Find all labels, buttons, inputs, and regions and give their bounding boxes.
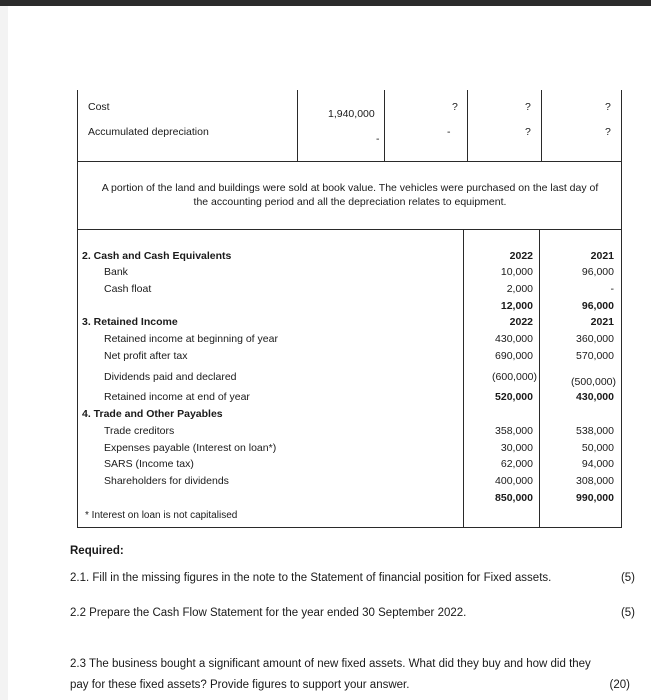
- value-2021: 360,000: [576, 333, 614, 345]
- fa-col-divider: [541, 90, 542, 162]
- fa-col-divider: [297, 90, 298, 162]
- question-marks: (20): [609, 679, 630, 691]
- required-heading: Required:: [70, 545, 124, 557]
- table-row: [77, 442, 622, 459]
- row-label: Dividends paid and declared: [104, 371, 237, 383]
- question-2-3-continued: [70, 679, 630, 691]
- note-heading: 2. Cash and Cash Equivalents: [82, 250, 232, 262]
- value-2022: 430,000: [495, 333, 533, 345]
- value-2021: -: [610, 283, 614, 295]
- value-2022: 358,000: [495, 425, 533, 437]
- footnote: * Interest on loan is not capitalised: [85, 510, 238, 521]
- question-text: 2.2 Prepare the Cash Flow Statement for the year ended 30 September 2022.: [70, 607, 467, 619]
- fa-dep-value: -: [447, 126, 451, 138]
- fa-dep-missing: ?: [605, 126, 611, 138]
- fa-cost-missing: ?: [605, 101, 611, 113]
- question-marks: (5): [620, 572, 635, 584]
- fa-row-label: Cost: [88, 101, 110, 113]
- total-2021: 430,000: [576, 391, 614, 403]
- fa-col-divider: [384, 90, 385, 162]
- total-2021: 96,000: [581, 300, 614, 312]
- note-heading: 4. Trade and Other Payables: [82, 408, 223, 420]
- table-row: [77, 492, 622, 509]
- question-2-1: [70, 572, 635, 584]
- table-row: [77, 371, 622, 388]
- value-2022: 2022: [509, 316, 533, 328]
- value-2021: 2021: [590, 316, 614, 328]
- total-2022: 520,000: [495, 391, 533, 403]
- note-border-right: [621, 162, 622, 230]
- table-row: [77, 250, 622, 267]
- note-border-bottom: [77, 229, 622, 230]
- value-2021: 2021: [590, 250, 614, 262]
- value-2022: (600,000): [492, 371, 537, 383]
- portion-note-line1: A portion of the land and buildings were sold at book value. The vehicles were purchased on the last day of: [101, 182, 599, 194]
- note-border-left: [77, 162, 78, 230]
- fa-dep-value: -: [376, 133, 380, 145]
- total-2021: 990,000: [576, 492, 614, 504]
- question-2-3: [70, 658, 635, 670]
- value-2022: 62,000: [500, 458, 533, 470]
- table-row: [77, 300, 622, 317]
- table-row: [77, 283, 622, 300]
- fa-border-bottom: [77, 161, 622, 162]
- table-row: [77, 475, 622, 492]
- value-2021: (500,000): [571, 376, 616, 388]
- question-text: 2.1. Fill in the missing figures in the note to the Statement of financial position for Fixed assets.: [70, 572, 552, 584]
- fa-cost-missing: ?: [452, 101, 458, 113]
- fa-border-right: [621, 90, 622, 162]
- table-row: [77, 316, 622, 333]
- fa-cost-value: 1,940,000: [328, 108, 375, 120]
- value-2022: 400,000: [495, 475, 533, 487]
- fa-border-left: [77, 90, 78, 162]
- value-2021: 94,000: [581, 458, 614, 470]
- notes-border-bottom: [77, 527, 622, 528]
- fa-dep-missing: ?: [525, 126, 531, 138]
- table-row: [77, 391, 622, 408]
- value-2022: 2,000: [506, 283, 533, 295]
- value-2021: 538,000: [576, 425, 614, 437]
- value-2022: 30,000: [500, 442, 533, 454]
- value-2021: 96,000: [581, 266, 614, 278]
- table-row: [77, 458, 622, 475]
- note-heading: 3. Retained Income: [82, 316, 178, 328]
- row-label: Retained income at beginning of year: [104, 333, 278, 345]
- question-2-2: [70, 607, 635, 619]
- row-label: Expenses payable (Interest on loan*): [104, 442, 277, 454]
- table-row: [77, 266, 622, 283]
- left-margin: [0, 6, 8, 700]
- question-marks: (5): [620, 607, 635, 619]
- value-2021: 50,000: [581, 442, 614, 454]
- fa-col-divider: [467, 90, 468, 162]
- value-2021: 570,000: [576, 350, 614, 362]
- top-edge: [0, 0, 651, 6]
- question-text: pay for these fixed assets? Provide figures to support your answer.: [70, 679, 410, 691]
- row-label: SARS (Income tax): [104, 458, 194, 470]
- row-label: Cash float: [104, 283, 152, 295]
- table-row: [77, 350, 622, 367]
- table-row: [77, 408, 622, 425]
- row-label: Net profit after tax: [104, 350, 188, 362]
- question-text: 2.3 The business bought a significant amount of new fixed assets. What did they buy and how did they: [70, 658, 591, 670]
- portion-note-line2: the accounting period and all the depreciation relates to equipment.: [193, 196, 507, 208]
- row-label: Trade creditors: [104, 425, 175, 437]
- value-2022: 690,000: [495, 350, 533, 362]
- row-label: Shareholders for dividends: [104, 475, 229, 487]
- total-2022: 12,000: [500, 300, 533, 312]
- fa-cost-missing: ?: [525, 101, 531, 113]
- value-2022: 10,000: [500, 266, 533, 278]
- value-2022: 2022: [509, 250, 533, 262]
- total-2022: 850,000: [495, 492, 533, 504]
- table-row: [77, 425, 622, 442]
- value-2021: 308,000: [576, 475, 614, 487]
- row-label: Bank: [104, 266, 128, 278]
- table-row: [77, 333, 622, 350]
- row-label: Retained income at end of year: [104, 391, 250, 403]
- fa-row-label: Accumulated depreciation: [88, 126, 209, 138]
